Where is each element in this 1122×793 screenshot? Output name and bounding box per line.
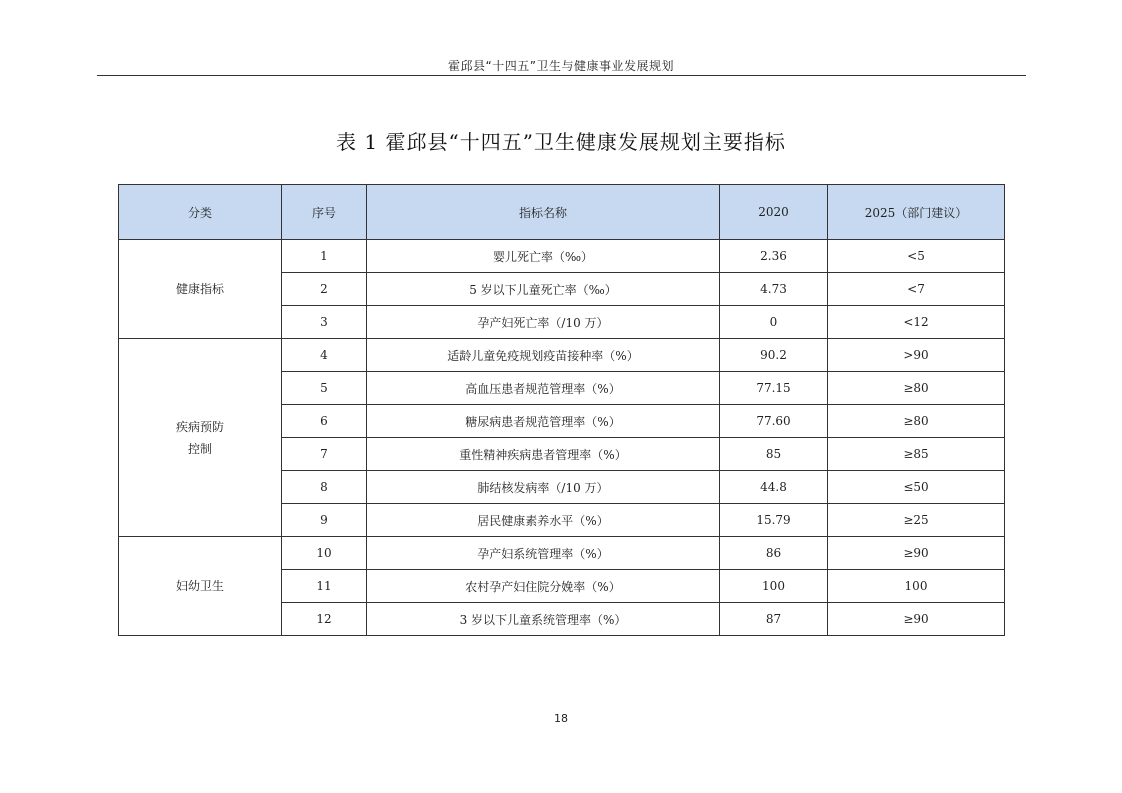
indicator-name: 重性精神疾病患者管理率（%） [367, 438, 720, 471]
row-number: 1 [282, 240, 367, 273]
running-header: 霍邱县“十四五”卫生与健康事业发展规划 [448, 59, 674, 73]
row-number: 9 [282, 504, 367, 537]
table-header-row [119, 185, 1005, 240]
table-title: 表 1 霍邱县“十四五”卫生健康发展规划主要指标 [336, 130, 786, 154]
value-2025: 100 [828, 570, 1005, 603]
row-number: 2 [282, 273, 367, 306]
value-2020: 77.60 [720, 405, 828, 438]
row-number: 10 [282, 537, 367, 570]
category-cell-health [119, 240, 282, 339]
column-header-2025: 2025（部门建议） [828, 185, 1005, 240]
value-2020: 2.36 [720, 240, 828, 273]
category-cell-disease-control [119, 339, 282, 537]
value-2025: ≥80 [828, 372, 1005, 405]
value-2020: 0 [720, 306, 828, 339]
value-2025: >90 [828, 339, 1005, 372]
indicators-table [118, 184, 1005, 636]
value-2020: 15.79 [720, 504, 828, 537]
row-number: 12 [282, 603, 367, 636]
row-number: 11 [282, 570, 367, 603]
value-2020: 87 [720, 603, 828, 636]
column-header-category: 分类 [119, 185, 282, 240]
value-2025: <5 [828, 240, 1005, 273]
value-2025: ≥80 [828, 405, 1005, 438]
column-header-2020: 2020 [720, 185, 828, 240]
row-number: 6 [282, 405, 367, 438]
row-number: 4 [282, 339, 367, 372]
value-2025: ≥25 [828, 504, 1005, 537]
row-number: 3 [282, 306, 367, 339]
category-label: 控制 [187, 441, 212, 456]
indicator-name: 居民健康素养水平（%） [367, 504, 720, 537]
value-2020: 100 [720, 570, 828, 603]
column-header-number: 序号 [282, 185, 367, 240]
category-label: 疾病预防 [175, 419, 224, 434]
header-rule [97, 75, 1026, 76]
category-label: 健康指标 [175, 282, 224, 296]
indicator-name: 适龄儿童免疫规划疫苗接种率（%） [367, 339, 720, 372]
table-row [119, 240, 1005, 273]
indicator-name: 婴儿死亡率（‰） [367, 240, 720, 273]
value-2020: 90.2 [720, 339, 828, 372]
value-2025: ≤50 [828, 471, 1005, 504]
value-2025: <12 [828, 306, 1005, 339]
value-2020: 4.73 [720, 273, 828, 306]
indicator-name: 肺结核发病率（/10 万） [367, 471, 720, 504]
row-number: 8 [282, 471, 367, 504]
value-2020: 77.15 [720, 372, 828, 405]
indicator-name: 3 岁以下儿童系统管理率（%） [367, 603, 720, 636]
value-2025: <7 [828, 273, 1005, 306]
column-header-indicator-name: 指标名称 [367, 185, 720, 240]
value-2025: ≥85 [828, 438, 1005, 471]
value-2025: ≥90 [828, 603, 1005, 636]
indicator-name: 孕产妇死亡率（/10 万） [367, 306, 720, 339]
page-number: 18 [554, 712, 568, 725]
value-2020: 44.8 [720, 471, 828, 504]
value-2025: ≥90 [828, 537, 1005, 570]
category-label: 妇幼卫生 [175, 579, 224, 593]
row-number: 5 [282, 372, 367, 405]
indicator-name: 5 岁以下儿童死亡率（‰） [367, 273, 720, 306]
indicator-name: 糖尿病患者规范管理率（%） [367, 405, 720, 438]
category-cell-maternal-child [119, 537, 282, 636]
value-2020: 86 [720, 537, 828, 570]
indicator-name: 高血压患者规范管理率（%） [367, 372, 720, 405]
indicator-name: 农村孕产妇住院分娩率（%） [367, 570, 720, 603]
indicator-name: 孕产妇系统管理率（%） [367, 537, 720, 570]
row-number: 7 [282, 438, 367, 471]
value-2020: 85 [720, 438, 828, 471]
table-row [119, 537, 1005, 570]
table-row [119, 339, 1005, 372]
